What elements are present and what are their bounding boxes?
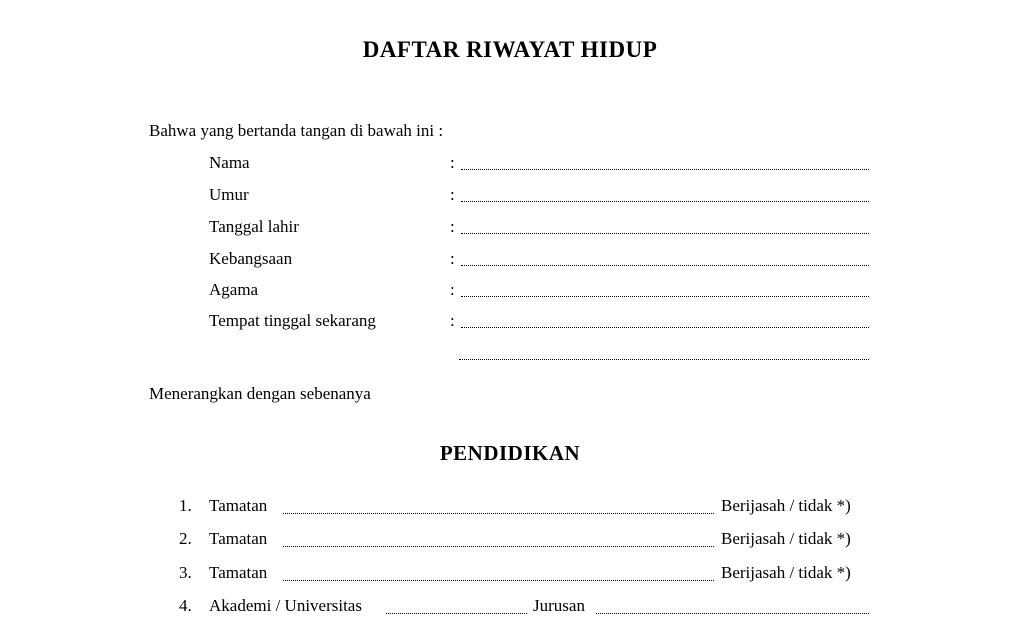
kebangsaan-fill-line[interactable] xyxy=(461,265,869,266)
field-label: Tempat tinggal sekarang xyxy=(209,311,376,330)
item-middle-label: Jurusan xyxy=(533,596,585,615)
tempat-tinggal-fill-line[interactable] xyxy=(461,327,869,328)
document-title: DAFTAR RIWAYAT HIDUP xyxy=(362,37,658,62)
field-colon: : xyxy=(450,311,455,330)
field-colon: : xyxy=(450,153,455,172)
field-label: Nama xyxy=(209,153,250,172)
field-label: Tanggal lahir xyxy=(209,217,299,236)
tempat-tinggal-continuation-line[interactable] xyxy=(459,359,869,360)
field-label: Agama xyxy=(209,280,259,299)
tamatan-3-fill-line[interactable] xyxy=(283,580,714,581)
tamatan-2-fill-line[interactable] xyxy=(283,546,714,547)
nama-fill-line[interactable] xyxy=(461,169,869,170)
item-suffix: Berijasah / tidak *) xyxy=(721,496,851,515)
item-number: 4. xyxy=(179,596,192,615)
education-heading: PENDIDIKAN xyxy=(439,441,581,465)
jurusan-fill-line[interactable] xyxy=(596,613,869,614)
item-suffix: Berijasah / tidak *) xyxy=(721,563,851,582)
item-label: Akademi / Universitas xyxy=(209,596,362,615)
agama-fill-line[interactable] xyxy=(461,296,869,297)
field-label: Kebangsaan xyxy=(209,249,293,268)
item-number: 2. xyxy=(179,529,192,548)
item-number: 1. xyxy=(179,496,192,515)
umur-fill-line[interactable] xyxy=(461,201,869,202)
item-number: 3. xyxy=(179,563,192,582)
field-colon: : xyxy=(450,249,455,268)
field-colon: : xyxy=(450,185,455,204)
tanggal-lahir-fill-line[interactable] xyxy=(461,233,869,234)
field-label: Umur xyxy=(209,185,249,204)
item-suffix: Berijasah / tidak *) xyxy=(721,529,851,548)
intro-text: Bahwa yang bertanda tangan di bawah ini : xyxy=(149,121,444,140)
item-label: Tamatan xyxy=(209,563,268,582)
item-label: Tamatan xyxy=(209,529,268,548)
universitas-fill-line[interactable] xyxy=(386,613,527,614)
field-colon: : xyxy=(450,217,455,236)
tamatan-1-fill-line[interactable] xyxy=(283,513,714,514)
item-label: Tamatan xyxy=(209,496,268,515)
field-colon: : xyxy=(450,280,455,299)
closing-text: Menerangkan dengan sebenanya xyxy=(149,384,371,403)
